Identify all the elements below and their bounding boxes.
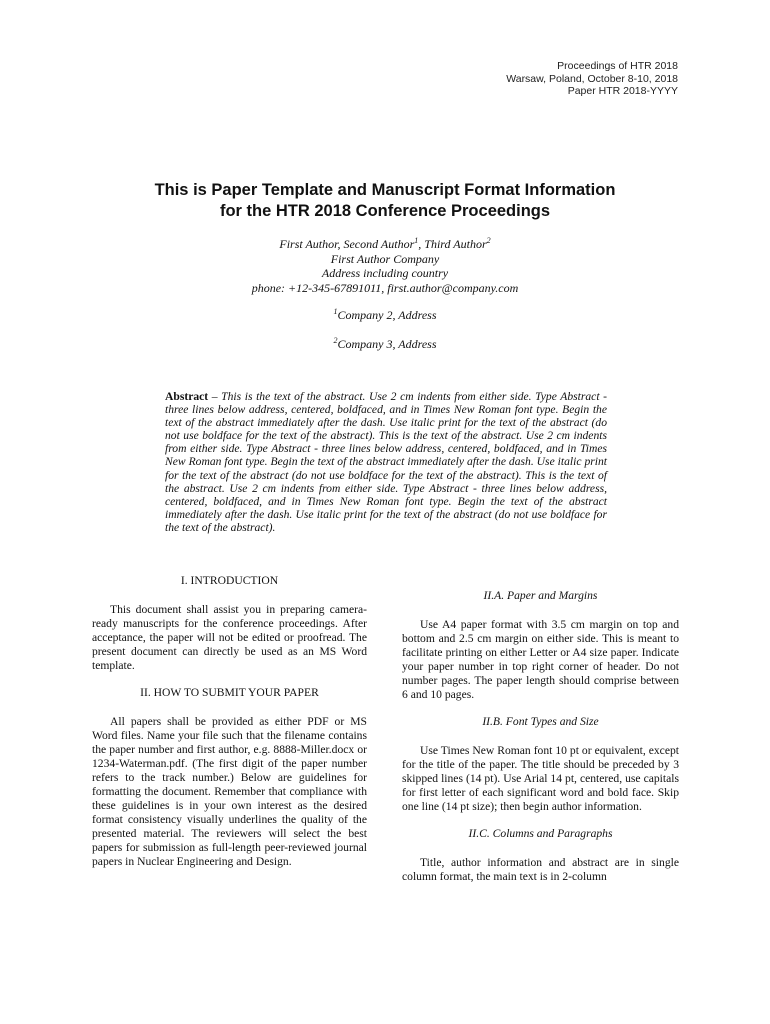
- author-names-a: First Author, Second Author: [279, 237, 415, 251]
- author-sup-1: 1: [414, 236, 419, 245]
- columns-paragraph: Title, author information and abstract are in single column format, the main text is in 2-column: [402, 856, 679, 883]
- subsection-heading-margins: II.A. Paper and Margins: [483, 589, 598, 602]
- author-block: [60, 237, 710, 295]
- subsection-heading-columns: II.C. Columns and Paragraphs: [468, 827, 613, 840]
- abstract-text: – This is the text of the abstract. Use 2 cm indents from either side. Type Abstract - three lines below address, centered, boldfaced, and in Times New Roman font type. Begin the text of the abstract immediately after the dash. Use italic print for the text of the abstract (do not use boldface for the text of the abstract). This is the text of the abstract. Use 2 cm indents from either side. Type Abstract - three lines below address, centered, boldfaced, and in Times New Roman font type. Begin the text of the abstract immediately after the dash. Use italic print for the text of the abstract (do not use boldface for the text of the abstract). This is the text of the abstract. Use 2 cm indents from either side. Type Abstract - three lines below address, centered, boldfaced, and in Times New Roman font type. Begin the text of the abstract immediately after the dash. Use italic print for the text of the abstract (do not use boldface for the text of the abstract).: [165, 390, 607, 534]
- affiliation-1: [60, 308, 710, 323]
- affiliation-2-text: Company 3, Address: [337, 337, 437, 351]
- author-address: Address including country: [321, 266, 449, 281]
- header-location-date: Warsaw, Poland, October 8-10, 2018: [506, 72, 678, 85]
- affiliation-2: [60, 337, 710, 352]
- title-line-1: This is Paper Template and Manuscript Format Information: [154, 181, 616, 199]
- paper-title: [60, 180, 710, 222]
- abstract: [165, 390, 607, 534]
- author-names-b: , Third Author: [418, 237, 487, 251]
- submit-paragraph: All papers shall be provided as either PDF or MS Word files. Name your file such that the filename contains the paper number and first author, e.g. 8888-Miller.docx or 1234-Waterman.pdf. (The first digit of the paper number refers to the track number.) Below are guidelines for formatting the document. Remember that compliance with these guidelines is in your own interest as the desired format consistency visually underlines the quality of the presented material. The reviewers will select the best papers for submission as full-length peer-reviewed journal papers in Nuclear Engineering and Design.: [92, 715, 367, 868]
- left-column: [92, 574, 367, 869]
- abstract-label: Abstract: [165, 390, 209, 403]
- margins-paragraph: Use A4 paper format with 3.5 cm margin on top and bottom and 2.5 cm margin on either side. This is meant to facilitate printing on either Letter or A4 size paper. Indicate your paper number in top right corner of header. Do not number pages. The paper length should comprise between 6 and 10 pages.: [402, 618, 679, 701]
- header-paper-number: Paper HTR 2018-YYYY: [567, 85, 678, 97]
- affiliation-1-text: Company 2, Address: [337, 308, 437, 322]
- introduction-paragraph: This document shall assist you in preparing camera-ready manuscripts for the conference proceedings. After acceptance, the paper will not be edited or proofread. The present document can directly be used as an MS Word template.: [92, 603, 367, 672]
- affiliation-2-sup: 2: [333, 336, 338, 345]
- fonts-paragraph: Use Times New Roman font 10 pt or equivalent, except for the title of the paper. The title should be preceded by 3 skipped lines (14 pt). Use Arial 14 pt, centered, use capitals for first letter of each significant word and bold face. Skip one line (14 pt size); then begin author information.: [402, 744, 679, 813]
- right-column: [402, 589, 679, 884]
- author-sup-2: 2: [486, 236, 491, 245]
- header-proceedings: Proceedings of HTR 2018: [557, 60, 678, 72]
- author-names: [60, 237, 710, 252]
- section-heading-introduction: I. INTRODUCTION: [180, 574, 279, 587]
- section-heading-submit: II. HOW TO SUBMIT YOUR PAPER: [140, 686, 319, 699]
- author-company: First Author Company: [330, 251, 440, 266]
- subsection-heading-fonts: II.B. Font Types and Size: [482, 715, 599, 728]
- title-line-2: for the HTR 2018 Conference Proceedings: [219, 202, 551, 220]
- affiliation-1-sup: 1: [333, 307, 338, 316]
- author-contact: phone: +12-345-67891011, first.author@company.com: [251, 280, 519, 295]
- running-header: [506, 60, 678, 98]
